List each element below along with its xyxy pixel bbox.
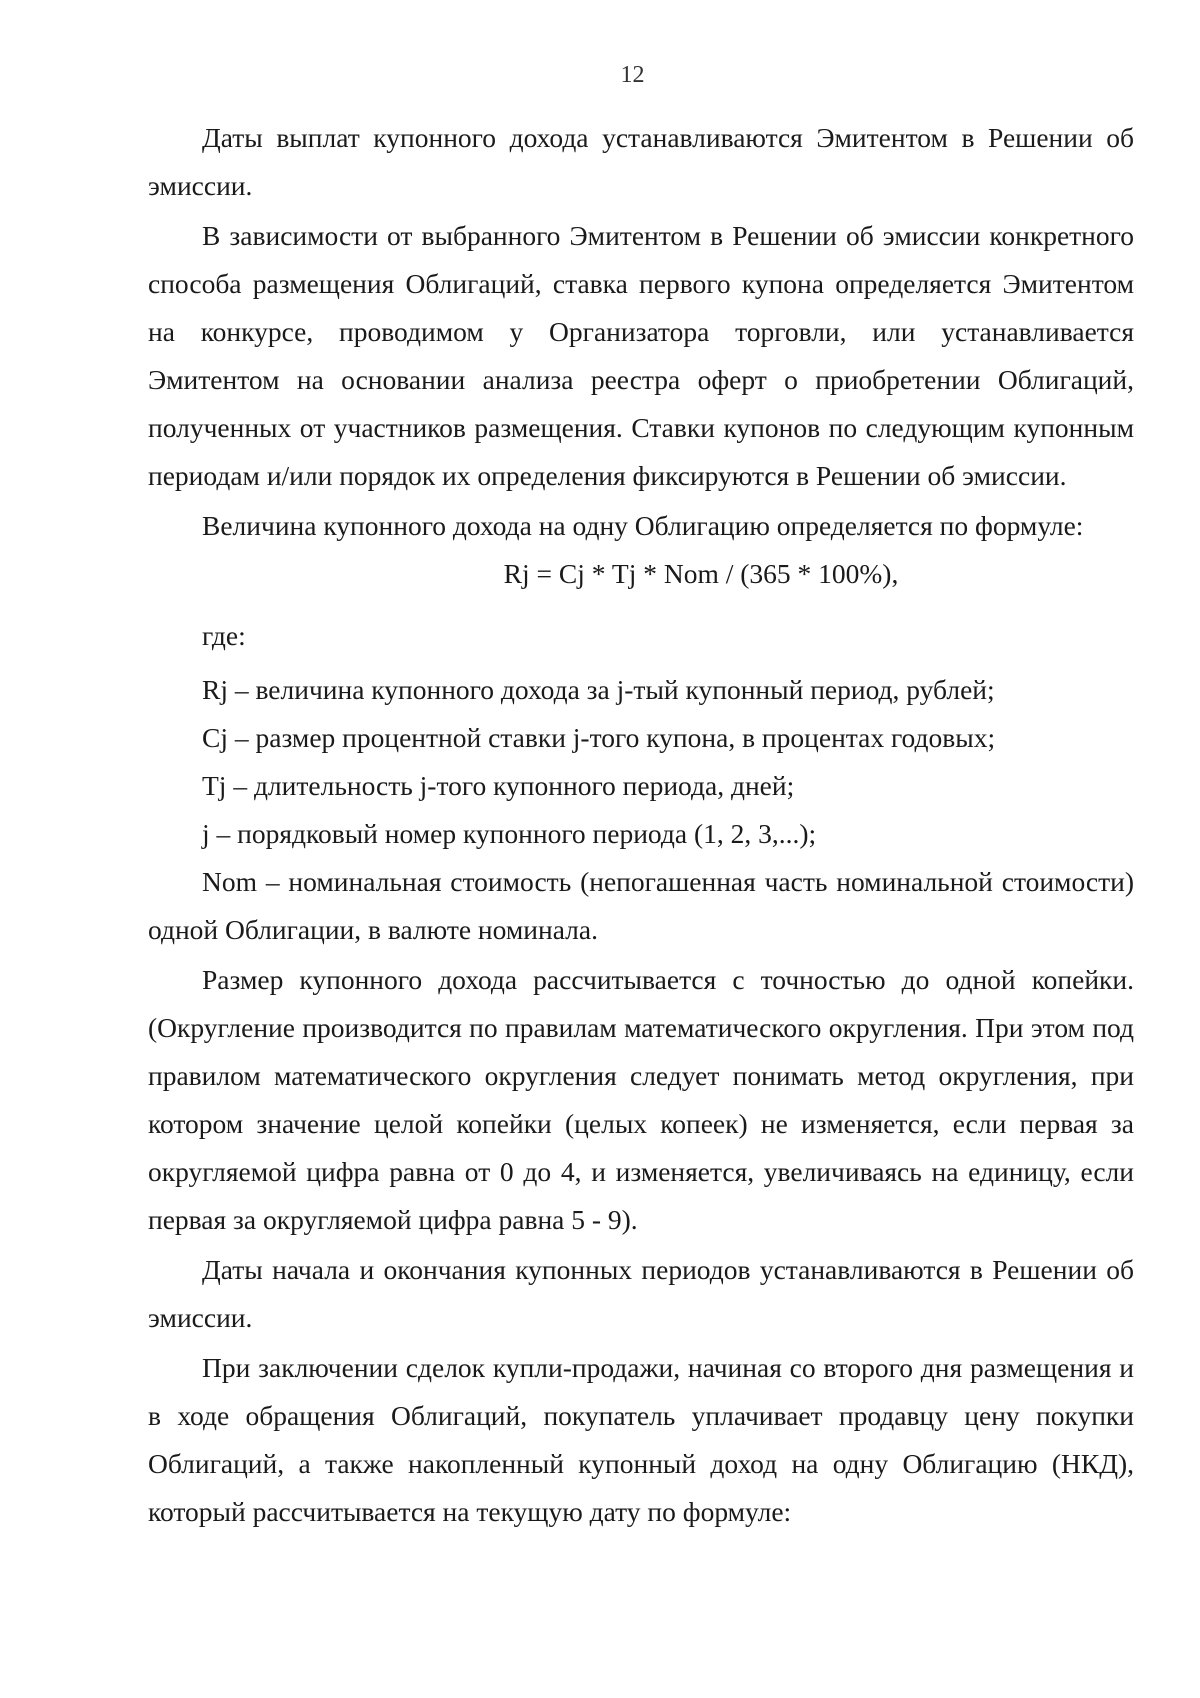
definition-nom: Nom – номинальная стоимость (непогашенная часть номинальной стоимости) одной Облигации, в валюте номинала.	[148, 866, 1134, 945]
document-body	[148, 114, 1134, 1536]
definition-tj: Tj – длительность j-того купонного периода, дней;	[202, 770, 795, 801]
definition-rj: Rj – величина купонного дохода за j-тый купонный период, рублей;	[202, 674, 995, 705]
paragraph-coupon-income-intro: Величина купонного дохода на одну Облигацию определяется по формуле:	[202, 510, 1084, 541]
definition-cj: Cj – размер процентной ставки j-того купона, в процентах годовых;	[202, 722, 996, 753]
coupon-income-formula: Rj = Cj * Tj * Nom / (365 * 100%),	[503, 558, 899, 589]
formula-where-label: где:	[202, 620, 246, 651]
definition-j: j – порядковый номер купонного периода (1, 2, 3,...);	[202, 818, 817, 849]
paragraph-coupon-dates: Даты выплат купонного дохода устанавливаются Эмитентом в Решении об эмиссии.	[148, 122, 1134, 201]
paragraph-first-coupon-rate: В зависимости от выбранного Эмитентом в Решении об эмиссии конкретного способа размещения Облигаций, ставка первого купона определяется Эмитентом на конкурсе, проводимом у Организатора торговли, или устанавливается Эмитентом на основании анализа реестра оферт о приобретении Облигаций, полученных от участников размещения. Ставки купонов по следующим купонным периодам и/или порядок их определения фиксируются в Решении об эмиссии.	[148, 220, 1134, 491]
paragraph-accrued-income: При заключении сделок купли-продажи, начиная со второго дня размещения и в ходе обращения Облигаций, покупатель уплачивает продавцу цену покупки Облигаций, а также накопленный купонный доход на одну Облигацию (НКД), который рассчитывается на текущую дату по формуле:	[148, 1352, 1134, 1527]
paragraph-rounding-rules: Размер купонного дохода рассчитывается с точностью до одной копейки. (Округление производится по правилам математического округления. При этом под правилом математического округления следует понимать метод округления, при котором значение целой копейки (целых копеек) не изменяется, если первая за округляемой цифра равна от 0 до 4, и изменяется, увеличиваясь на единицу, если первая за округляемой цифра равна 5 - 9).	[148, 964, 1134, 1235]
page-number: 12	[620, 62, 645, 88]
paragraph-coupon-periods: Даты начала и окончания купонных периодов устанавливаются в Решении об эмиссии.	[148, 1254, 1134, 1333]
